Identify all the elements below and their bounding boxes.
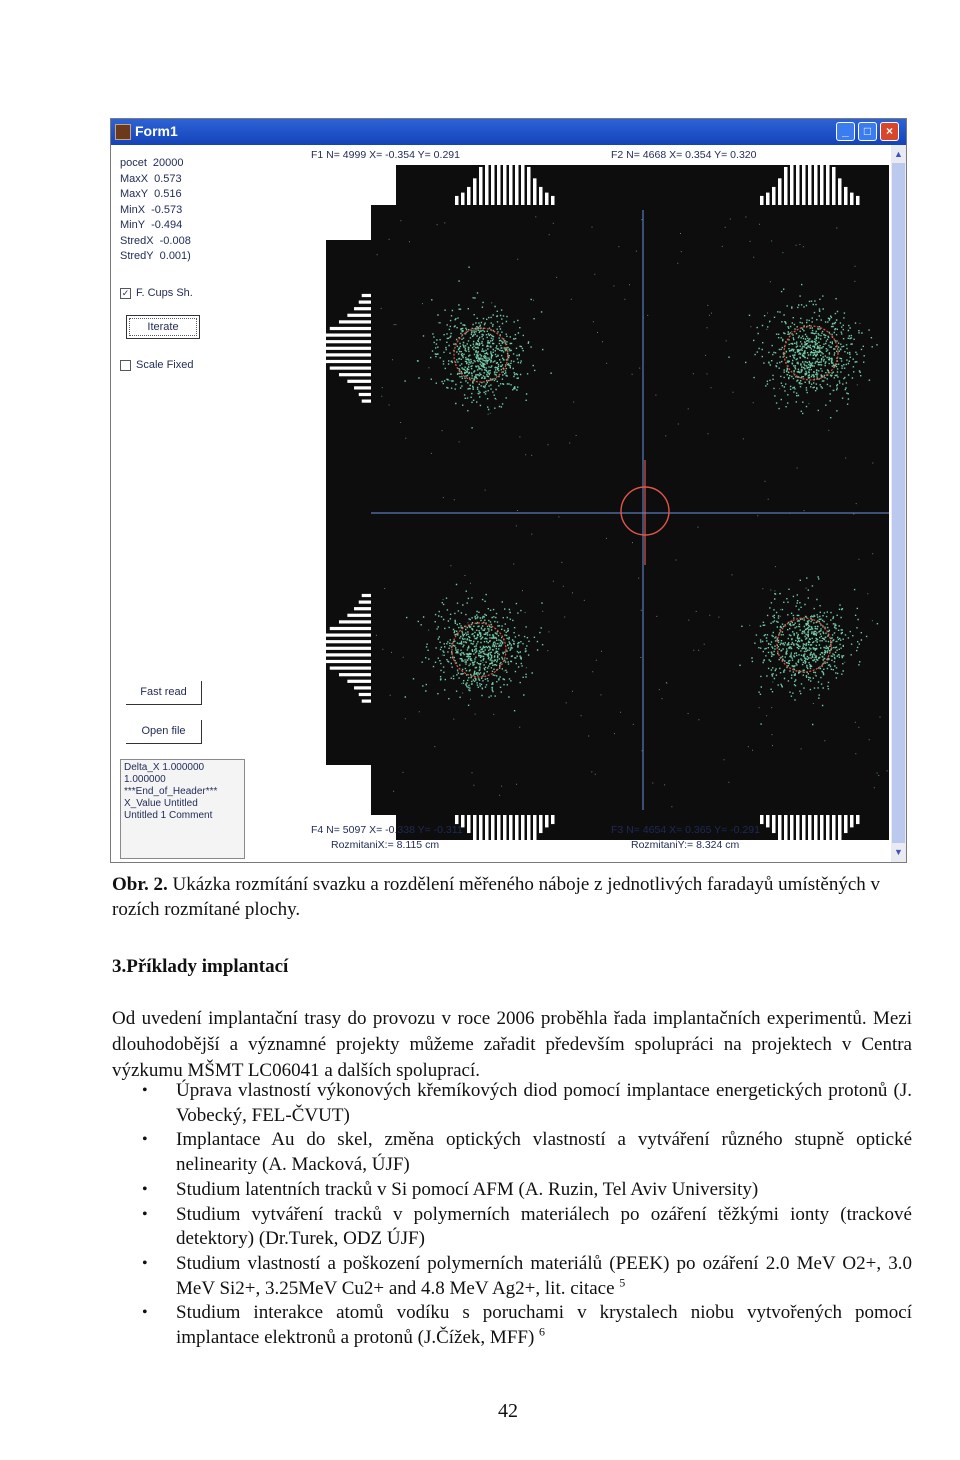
- histogram-bar-left-lower: [315, 640, 371, 643]
- histogram-bar-bottom-left: [497, 815, 501, 862]
- histogram-bar-left-lower: [362, 594, 371, 597]
- project-item: [112, 1079, 912, 1128]
- stat-row: [120, 219, 188, 231]
- stat-row: [120, 204, 188, 216]
- project-item: [112, 1252, 912, 1301]
- histogram-bar-top-left: [467, 187, 471, 205]
- histogram-bar-bottom-right: [808, 815, 812, 862]
- histogram-bar-left-lower: [359, 693, 371, 696]
- maximize-button[interactable]: □: [858, 122, 877, 141]
- figure-caption: [112, 872, 912, 922]
- form1-window: [110, 118, 907, 863]
- histogram-bar-left-lower: [354, 607, 371, 610]
- fast-read-button[interactable]: Fast read: [126, 681, 202, 705]
- stat-value: 0.573: [154, 172, 182, 185]
- histogram-bar-top-right: [778, 178, 782, 205]
- histogram-bar-top-left: [473, 178, 477, 205]
- histogram-bar-left-lower: [347, 680, 371, 683]
- minimize-button[interactable]: _: [836, 122, 855, 141]
- histogram-bar-top-left: [509, 145, 513, 205]
- histogram-bar-top-right: [844, 187, 848, 205]
- memo-line: X_Value Untitled: [124, 798, 198, 809]
- stat-value: -0.008: [159, 234, 191, 247]
- header-memo[interactable]: [120, 759, 245, 859]
- f2-label: F2 N= 4668 X= 0.354 Y= 0.320: [611, 149, 757, 161]
- project-text: Studium vytváření tracků v polymerních materiálech po ozáření těžkými ionty (trackové detektory) (Dr.Turek, ODZ ÚJF): [176, 1203, 912, 1250]
- histogram-bar-top-left: [455, 196, 459, 205]
- app-icon: [115, 124, 131, 140]
- histogram-bar-top-right: [790, 154, 794, 205]
- cups-checkbox[interactable]: ✓ F. Cups Sh.: [121, 287, 193, 299]
- caption-text: Ukázka rozmítání svazku a rozdělení měřeného náboje z jednotlivých faradayů umístěných v rozích rozmítané plochy.: [112, 874, 881, 920]
- stat-label: MaxY: [120, 188, 149, 200]
- beam-scan-plot: [281, 145, 889, 862]
- histogram-bar-left-lower: [339, 673, 371, 676]
- project-item: [112, 1178, 912, 1203]
- project-text: Studium latentních tracků v Si pomocí AFM (A. Ruzin, Tel Aviv University): [176, 1178, 759, 1200]
- histogram-bar-bottom-left: [473, 815, 477, 842]
- histogram-bar-left-lower: [321, 634, 371, 637]
- project-item: [112, 1203, 912, 1252]
- histogram-bar-left-upper: [347, 314, 371, 317]
- histogram-bar-top-left: [521, 154, 525, 205]
- histogram-bar-left-upper: [362, 294, 371, 297]
- stat-label: StredY: [120, 250, 154, 262]
- histogram-bar-left-upper: [339, 373, 371, 376]
- histogram-bar-bottom-right: [760, 815, 764, 824]
- f1-label: F1 N= 4999 X= -0.354 Y= 0.291: [311, 149, 460, 161]
- histogram-bar-bottom-left: [455, 815, 459, 824]
- histogram-bar-top-left: [515, 145, 519, 205]
- histogram-bar-left-lower: [321, 660, 371, 663]
- project-item: [112, 1128, 912, 1177]
- histogram-bar-bottom-right: [766, 815, 770, 827]
- histogram-bar-bottom-left: [509, 815, 513, 862]
- window-titlebar[interactable]: [111, 119, 906, 145]
- project-text: Studium vlastností a poškození polymerních materiálů (PEEK) po ozáření 2.0 MeV O2+, 3.0 MeV Si2+, 3.25MeV Cu2+ and 4.8 MeV Ag2+, lit. citace: [176, 1252, 912, 1299]
- stat-value: 20000: [152, 157, 184, 169]
- histogram-bar-bottom-left: [533, 815, 537, 842]
- histogram-bar-bottom-right: [838, 815, 842, 842]
- histogram-bar-top-left: [491, 145, 495, 205]
- histogram-bar-top-right: [772, 187, 776, 205]
- histogram-bar-top-left: [503, 145, 507, 205]
- stat-value: -0.573: [151, 203, 183, 216]
- histogram-bar-bottom-left: [539, 815, 543, 833]
- histogram-bar-left-lower: [330, 667, 371, 670]
- histogram-bar-bottom-right: [772, 815, 776, 833]
- close-button[interactable]: ×: [880, 122, 899, 141]
- stat-label: pocet: [120, 157, 147, 169]
- vertical-scrollbar[interactable]: [891, 145, 906, 862]
- histogram-bar-left-upper: [354, 386, 371, 389]
- memo-line: 1.000000: [124, 774, 166, 785]
- histogram-bar-top-right: [766, 193, 770, 205]
- histogram-bar-left-lower: [339, 620, 371, 623]
- f3-label: F3 N= 4654 X= 0.365 Y= -0.291: [611, 824, 760, 836]
- project-text: Úprava vlastností výkonových křemíkových diod pomocí implantace energetických protonů (J. Vobecký, FEL-ČVUT): [176, 1080, 912, 1126]
- histogram-bar-bottom-right: [820, 815, 824, 862]
- section-heading: 3.Příklady implantací: [112, 956, 289, 977]
- histogram-bar-bottom-right: [826, 815, 830, 862]
- histogram-bar-left-upper: [359, 393, 371, 396]
- histogram-bar-top-left: [539, 187, 543, 205]
- stat-value: 0.001): [159, 250, 191, 262]
- stat-row: [120, 235, 197, 247]
- f4-sub-label: RozmitaniX:= 8.115 cm: [331, 839, 440, 851]
- histogram-bar-bottom-right: [802, 815, 806, 862]
- histogram-bar-top-left: [497, 145, 501, 205]
- histogram-bar-bottom-right: [790, 815, 794, 862]
- histogram-bar-left-upper: [330, 327, 371, 330]
- open-file-button[interactable]: Open file: [126, 720, 202, 744]
- scale-fixed-checkbox[interactable]: Scale Fixed: [120, 359, 193, 371]
- histogram-bar-left-upper: [313, 347, 371, 350]
- memo-line: Delta_X 1.000000: [124, 762, 205, 773]
- histogram-bar-top-right: [838, 178, 842, 205]
- histogram-bar-bottom-left: [521, 815, 525, 862]
- histogram-bar-left-upper: [315, 340, 371, 343]
- histogram-bar-bottom-right: [844, 815, 848, 833]
- citation-marker: 5: [619, 1275, 626, 1290]
- checkbox-empty-icon: [120, 360, 131, 371]
- histogram-bar-bottom-left: [485, 815, 489, 862]
- scroll-down-icon[interactable]: ▼: [894, 847, 903, 857]
- histogram-bar-left-upper: [330, 367, 371, 370]
- histogram-bar-top-right: [856, 196, 860, 205]
- histogram-bar-left-upper: [354, 307, 371, 310]
- histogram-bar-left-lower: [359, 601, 371, 604]
- citation-marker: 6: [539, 1324, 546, 1339]
- histogram-bar-bottom-left: [545, 815, 549, 827]
- stat-row: [120, 188, 188, 200]
- plot-area: [371, 205, 889, 815]
- project-list: [112, 1079, 912, 1351]
- intro-paragraph: Od uvedení implantační trasy do provozu v roce 2006 proběhla řada implantačních experimentů. Mezi dlouhodobější a významné projekty můžeme zařadit především spolupráci na projektech v Centra výzkumu MŠMT LC06041 a dalších spoluprací.: [112, 1008, 912, 1081]
- histogram-bar-top-right: [832, 167, 836, 205]
- histogram-bar-left-lower: [362, 700, 371, 703]
- histogram-bar-top-left: [485, 154, 489, 205]
- histogram-bar-left-upper: [321, 334, 371, 337]
- histogram-bar-left-upper: [321, 360, 371, 363]
- histogram-bar-bottom-left: [551, 815, 555, 824]
- memo-line: Untitled 1 Comment: [124, 810, 213, 821]
- scroll-up-icon[interactable]: ▲: [894, 149, 903, 159]
- stat-row: [120, 157, 190, 169]
- memo-line: ***End_of_Header***: [124, 786, 218, 797]
- histogram-bar-bottom-left: [467, 815, 471, 833]
- histogram-bar-top-right: [826, 154, 830, 205]
- histogram-bar-bottom-left: [527, 815, 531, 853]
- histogram-bar-top-left: [527, 167, 531, 205]
- project-item: [112, 1301, 912, 1350]
- histogram-bar-left-upper: [315, 353, 371, 356]
- histogram-bar-bottom-left: [491, 815, 495, 862]
- histogram-bar-bottom-right: [814, 815, 818, 862]
- histogram-bar-left-lower: [330, 627, 371, 630]
- scrollbar-thumb[interactable]: [892, 163, 905, 843]
- histogram-bar-left-lower: [347, 614, 371, 617]
- histogram-bar-left-upper: [359, 301, 371, 304]
- histogram-bar-top-right: [808, 145, 812, 205]
- histogram-bar-top-left: [461, 193, 465, 205]
- histogram-bar-top-left: [551, 196, 555, 205]
- histogram-bar-left-upper: [362, 400, 371, 403]
- histogram-bar-bottom-right: [784, 815, 788, 853]
- histogram-bar-bottom-right: [832, 815, 836, 853]
- histogram-bar-top-left: [533, 178, 537, 205]
- histogram-bar-top-right: [802, 145, 806, 205]
- stat-label: MaxX: [120, 172, 149, 185]
- histogram-bar-bottom-left: [503, 815, 507, 862]
- stat-value: -0.494: [151, 219, 183, 231]
- histogram-bar-bottom-right: [856, 815, 860, 824]
- histogram-bar-top-right: [820, 145, 824, 205]
- page-number: 42: [498, 1400, 518, 1422]
- histogram-bar-bottom-left: [515, 815, 519, 862]
- histogram-bar-top-right: [784, 167, 788, 205]
- stat-value: 0.516: [154, 188, 182, 200]
- histogram-bar-bottom-right: [850, 815, 854, 827]
- stat-row: [120, 250, 197, 262]
- histogram-bar-top-right: [796, 145, 800, 205]
- caption-label: Obr. 2.: [112, 874, 168, 895]
- histogram-bar-left-lower: [354, 686, 371, 689]
- project-text: Implantace Au do skel, změna optických vlastností a vytváření různého stupně optické nelinearity (A. Macková, ÚJF): [176, 1129, 912, 1176]
- histogram-bar-top-left: [479, 167, 483, 205]
- histogram-bar-bottom-left: [479, 815, 483, 853]
- stat-row: [120, 173, 188, 185]
- checkbox-checked-icon: ✓: [121, 287, 130, 298]
- stat-label: MinX: [120, 203, 146, 216]
- stat-label: MinY: [120, 219, 146, 231]
- histogram-bar-top-right: [760, 196, 764, 205]
- stat-label: StredX: [120, 234, 154, 247]
- histogram-bar-left-lower: [313, 647, 371, 650]
- histogram-bar-left-upper: [339, 320, 371, 323]
- histogram-bar-left-lower: [315, 653, 371, 656]
- project-text: Studium interakce atomů vodíku s poruchami v krystalech niobu vytvořených pomocí implantace elektronů a protonů (J.Čížek, MFF): [176, 1302, 912, 1349]
- iterate-button[interactable]: Iterate: [126, 315, 200, 339]
- histogram-bar-top-left: [545, 193, 549, 205]
- histogram-bar-top-right: [850, 193, 854, 205]
- histogram-bar-top-right: [814, 145, 818, 205]
- histogram-bar-bottom-right: [778, 815, 782, 842]
- f4-label: F4 N= 5097 X= -0.338 Y= -0.311: [311, 824, 463, 836]
- histogram-bar-bottom-right: [796, 815, 800, 862]
- histogram-bar-left-upper: [347, 380, 371, 383]
- window-title: Form1: [135, 123, 178, 139]
- f3-sub-label: RozmitaniY:= 8.324 cm: [631, 839, 740, 851]
